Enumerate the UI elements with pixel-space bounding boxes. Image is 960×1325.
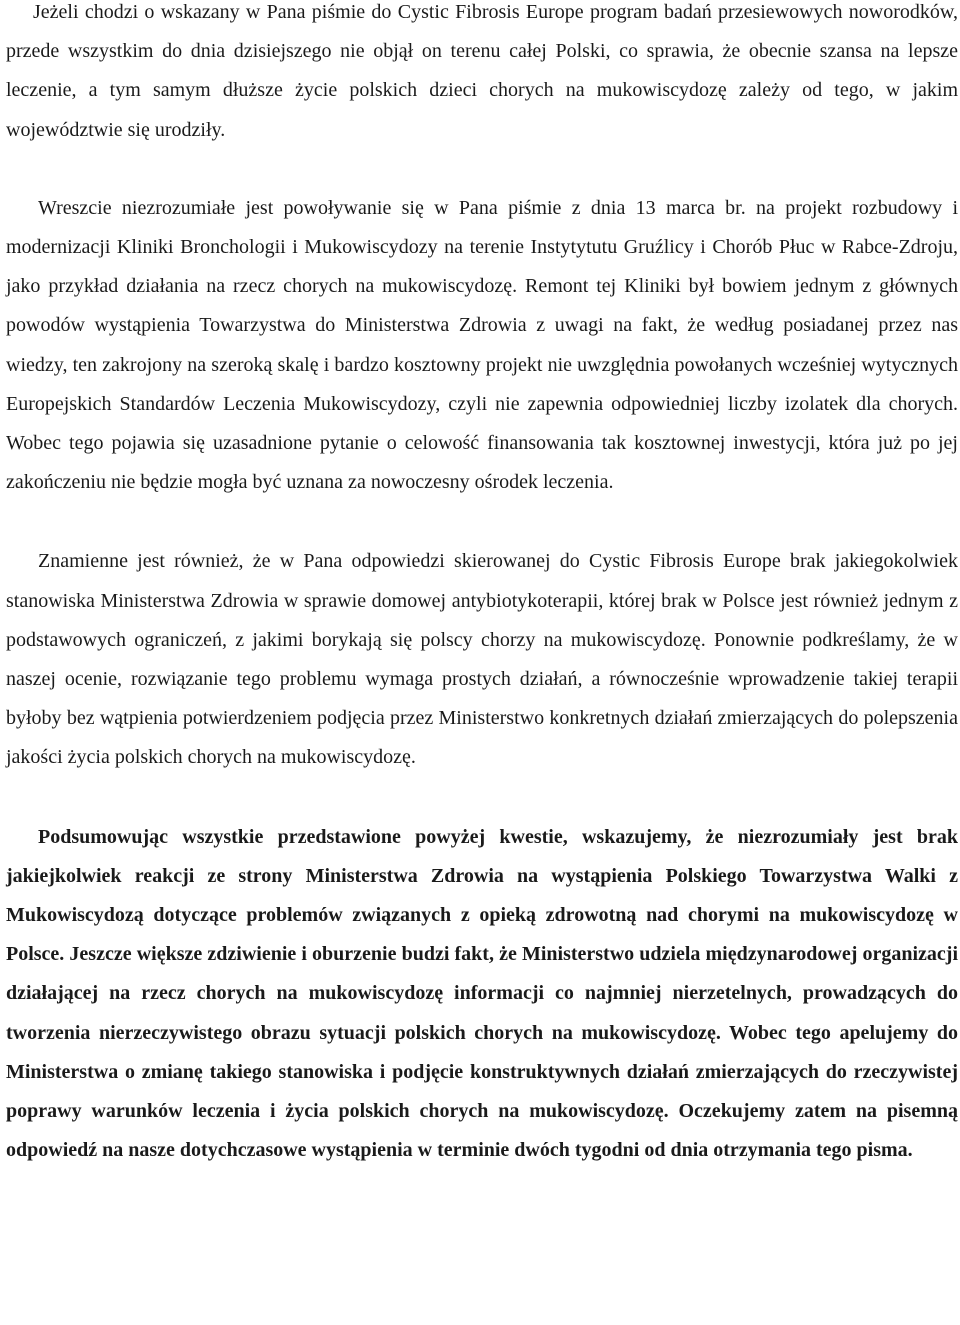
paragraph-rabka-clinic: Wreszcie niezrozumiałe jest powoływanie się w Pana piśmie z dnia 13 marca br. na projekt rozbudowy i modernizacji Kliniki Bronchologii i Mukowiscydozy na terenie Instytytutu Gruźlicy i Chorób Płuc w Rabce-Zdroju, jako przykład działania na rzecz chorych na mukowiscydozę. Remont tej Kliniki był bowiem jednym z głównych powodów wystąpienia Towarzystwa do Ministerstwa Zdrowia z uwagi na fakt, że według posiadanej przez nas wiedzy, ten zakrojony na szeroką skalę i bardzo kosztowny projekt nie uwzględnia powołanych wcześniej wytycznych Europejskich Standardów Leczenia Mukowiscydozy, czyli nie zapewnia odpowiedniej liczby izolatek dla chorych. Wobec tego pojawia się uzasadnione pytanie o celowość finansowania tak kosztownej inwestycji, która już po jej zakończeniu nie będzie mogła być uznana za nowoczesny ośrodek leczenia. — [6, 196, 958, 494]
paragraph-newborn-screening: Jeżeli chodzi o wskazany w Pana piśmie do Cystic Fibrosis Europe program badań przesiewowych noworodków, przede wszystkim do dnia dzisiejszego nie objął on terenu całej Polski, co sprawia, że obecnie szansa na lepsze leczenie, a tym samym dłuższe życie polskich dzieci chorych na mukowiscydozę zależy od tego, w jakim województwie się urodziły. — [6, 1, 958, 141]
paragraph-summary-appeal: Podsumowując wszystkie przedstawione powyżej kwestie, wskazujemy, że niezrozumiały jest brak jakiejkolwiek reakcji ze strony Ministerstwa Zdrowia na wystąpienia Polskiego Towarzystwa Walki z Mukowiscydozą dotyczące problemów związanych z opieką zdrowotną nad chorymi na mukowiscydozę w Polsce. Jeszcze większe zdziwienie i oburzenie budzi fakt, że Ministerstwo udziela międzynarodowej organizacji działającej na rzecz chorych na mukowiscydozę informacji co najmniej nierzetelnych, prowadzących do tworzenia nierzeczywistego obrazu sytuacji polskich chorych na mukowiscydozę. Wobec tego apelujemy do Ministerstwa o zmianę takiego stanowiska i podjęcie konstruktywnych działań zmierzających do rzeczywistej poprawy warunków leczenia i życia polskich chorych na mukowiscydozę. Oczekujemy zatem na pisemną odpowiedź na nasze dotychczasowe wystąpienia w terminie dwóch tygodni od dnia otrzymania tego pisma. — [6, 825, 958, 1162]
paragraph-home-antibiotic-therapy: Znamienne jest również, że w Pana odpowiedzi skierowanej do Cystic Fibrosis Europe brak jakiegokolwiek stanowiska Ministerstwa Zdrowia w sprawie domowej antybiotykoterapii, której brak w Polsce jest również jednym z podstawowych ograniczeń, z jakimi borykają się polscy chorzy na mukowiscydozę. Ponownie podkreślamy, że w naszej ocenie, rozwiązanie tego problemu wymaga prostych działań, a równocześnie wprowadzenie takiej terapii byłoby bez wątpienia potwierdzeniem podjęcia przez Ministerstwo konkretnych działań zmierzających do polepszenia jakości życia polskich chorych na mukowiscydozę. — [6, 550, 958, 769]
document-page — [6, 0, 958, 1170]
